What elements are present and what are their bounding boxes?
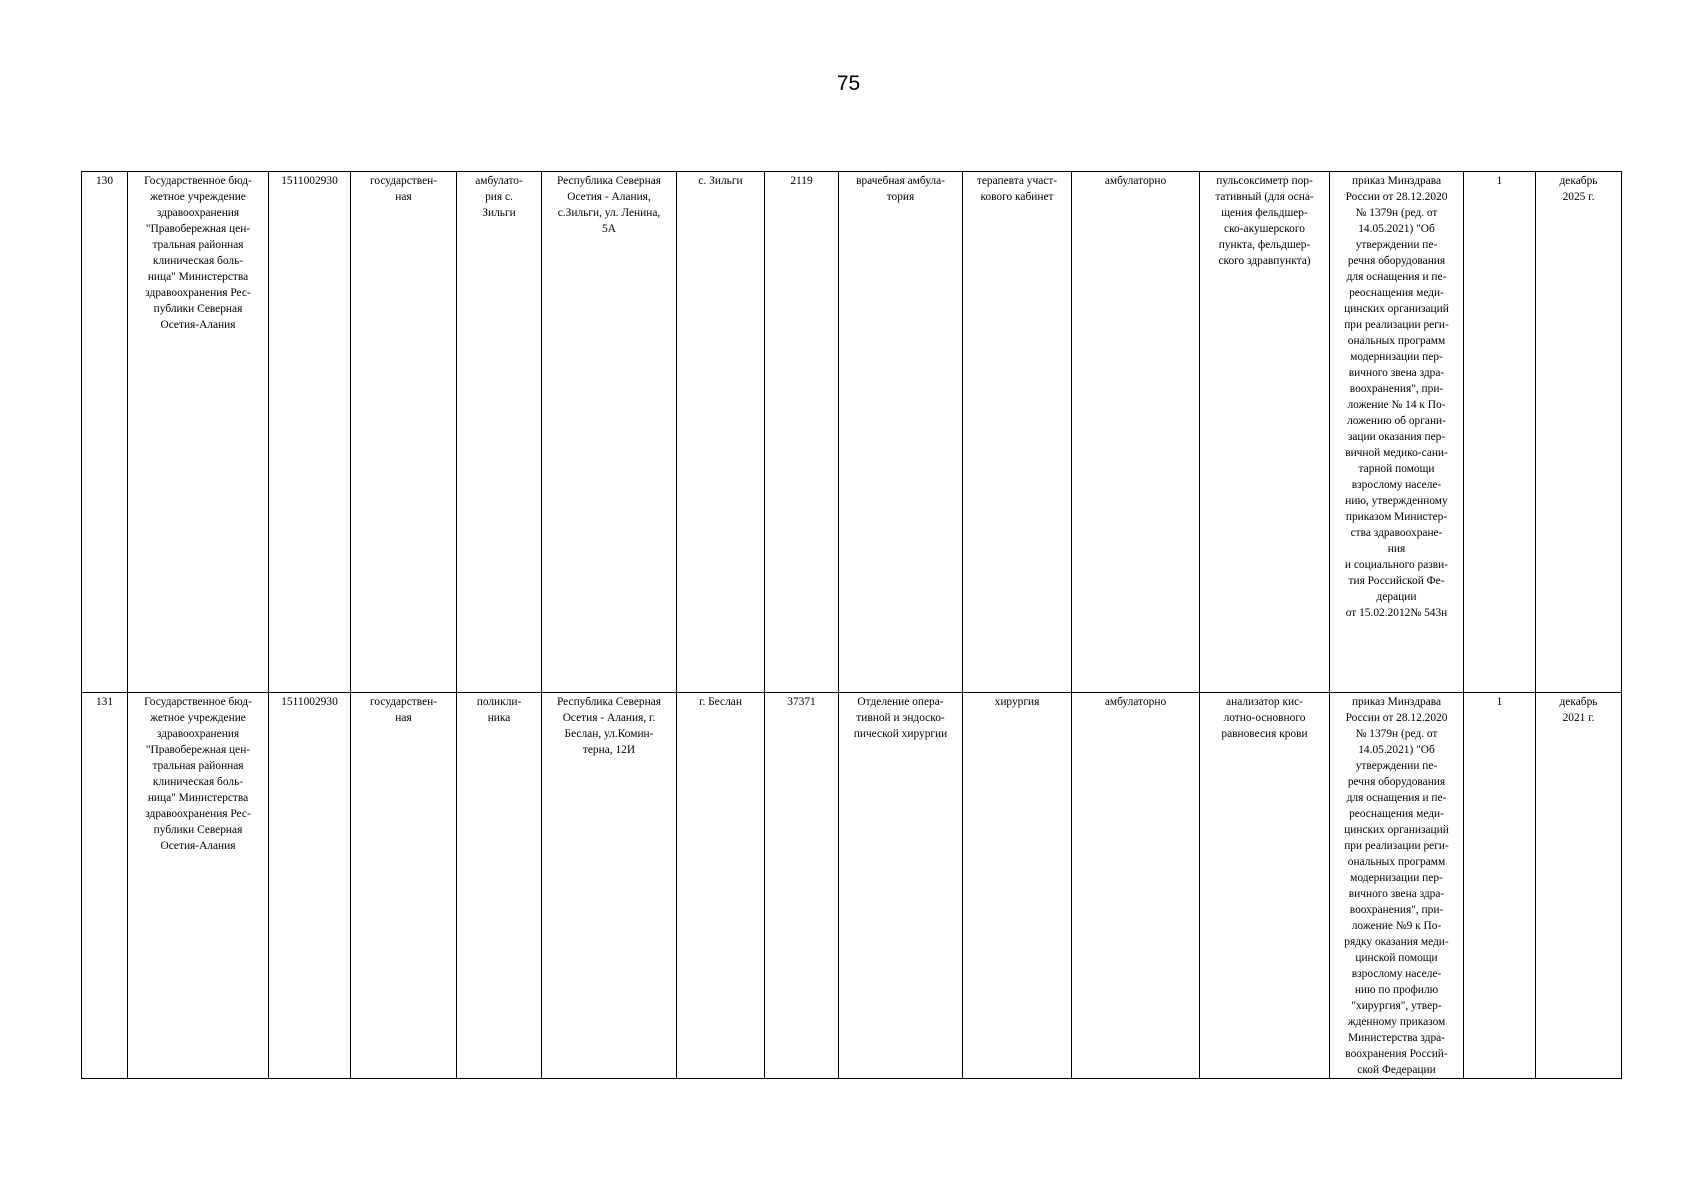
cell-inn: 1511002930 [269, 172, 351, 693]
cell-ownership: государствен- ная [351, 693, 457, 1079]
cell-legal-basis: приказ Минздрава России от 28.12.2020 № 1379н (ред. от 14.05.2021) "Об утверждении пе- речня оборудования для оснащения и пе- реоснащения меди- цинских организаций при реализации реги- ональных программ модернизации пер- вичного звена здра- воохранения", при- ложение № 14 к По- ложению об органи- зации оказания пер- вичной медико-сани- тарной помощи взрослому населе- нию, утвержденному приказом Министер- ства здравоохране- ния и социального разви- тия Российской Фе- дерации от 15.02.2012№ 543н [1330, 172, 1464, 693]
page-number: 75 [836, 72, 861, 95]
cell-ownership: государствен- ная [351, 172, 457, 693]
cell-department: Отделение опера- тивной и эндоско- пической хирургии [839, 693, 963, 1079]
table-row [82, 693, 1622, 1079]
cell-deadline: декабрь 2025 г. [1536, 172, 1622, 693]
cell-department: врачебная амбула- тория [839, 172, 963, 693]
cell-address: Республика Северная Осетия - Алания, с.Зильги, ул. Ленина, 5А [542, 172, 677, 693]
cell-row-number: 131 [82, 693, 128, 1079]
cell-care-conditions: амбулаторно [1072, 693, 1200, 1079]
cell-address: Республика Северная Осетия - Алания, г. Беслан, ул.Комин- терна, 12И [542, 693, 677, 1079]
cell-room: хирургия [963, 693, 1072, 1079]
cell-unit-type: поликли- ника [457, 693, 542, 1079]
equipment-registry-table [81, 171, 1622, 1079]
cell-deadline: декабрь 2021 г. [1536, 693, 1622, 1079]
cell-inn: 1511002930 [269, 693, 351, 1079]
cell-quantity: 1 [1464, 172, 1536, 693]
cell-population: 2119 [765, 172, 839, 693]
cell-unit-type: амбулато- рия с. Зильги [457, 172, 542, 693]
cell-room: терапевта участ- кового кабинет [963, 172, 1072, 693]
cell-legal-basis: приказ Минздрава России от 28.12.2020 № 1379н (ред. от 14.05.2021) "Об утверждении пе- речня оборудования для оснащения и пе- реоснащения меди- цинских организаций при реализации реги- ональных программ модернизации пер- вичного звена здра- воохранения", при- ложение №9 к По- рядку оказания меди- цинской помощи взрослому населе- нию по профилю "хирургия", утвер- жденному приказом Министерства здра- воохранения Россий- ской Федерации [1330, 693, 1464, 1079]
cell-settlement: г. Беслан [677, 693, 765, 1079]
cell-population: 37371 [765, 693, 839, 1079]
cell-organization: Государственное бюд- жетное учреждение здравоохранения "Правобережная цен- тральная районная клиническая боль- ница" Министерства здравоохранения Рес- публики Северная Осетия-Алания [128, 172, 269, 693]
cell-equipment: анализатор кис- лотно-основного равновесия крови [1200, 693, 1330, 1079]
cell-settlement: с. Зильги [677, 172, 765, 693]
cell-organization: Государственное бюд- жетное учреждение здравоохранения "Правобережная цен- тральная районная клиническая боль- ница" Министерства здравоохранения Рес- публики Северная Осетия-Алания [128, 693, 269, 1079]
cell-care-conditions: амбулаторно [1072, 172, 1200, 693]
table-row [82, 172, 1622, 693]
cell-row-number: 130 [82, 172, 128, 693]
cell-quantity: 1 [1464, 693, 1536, 1079]
cell-equipment: пульсоксиметр пор- тативный (для осна- щения фельдшер- ско-акушерского пункта, фельдшер- ского здравпункта) [1200, 172, 1330, 693]
